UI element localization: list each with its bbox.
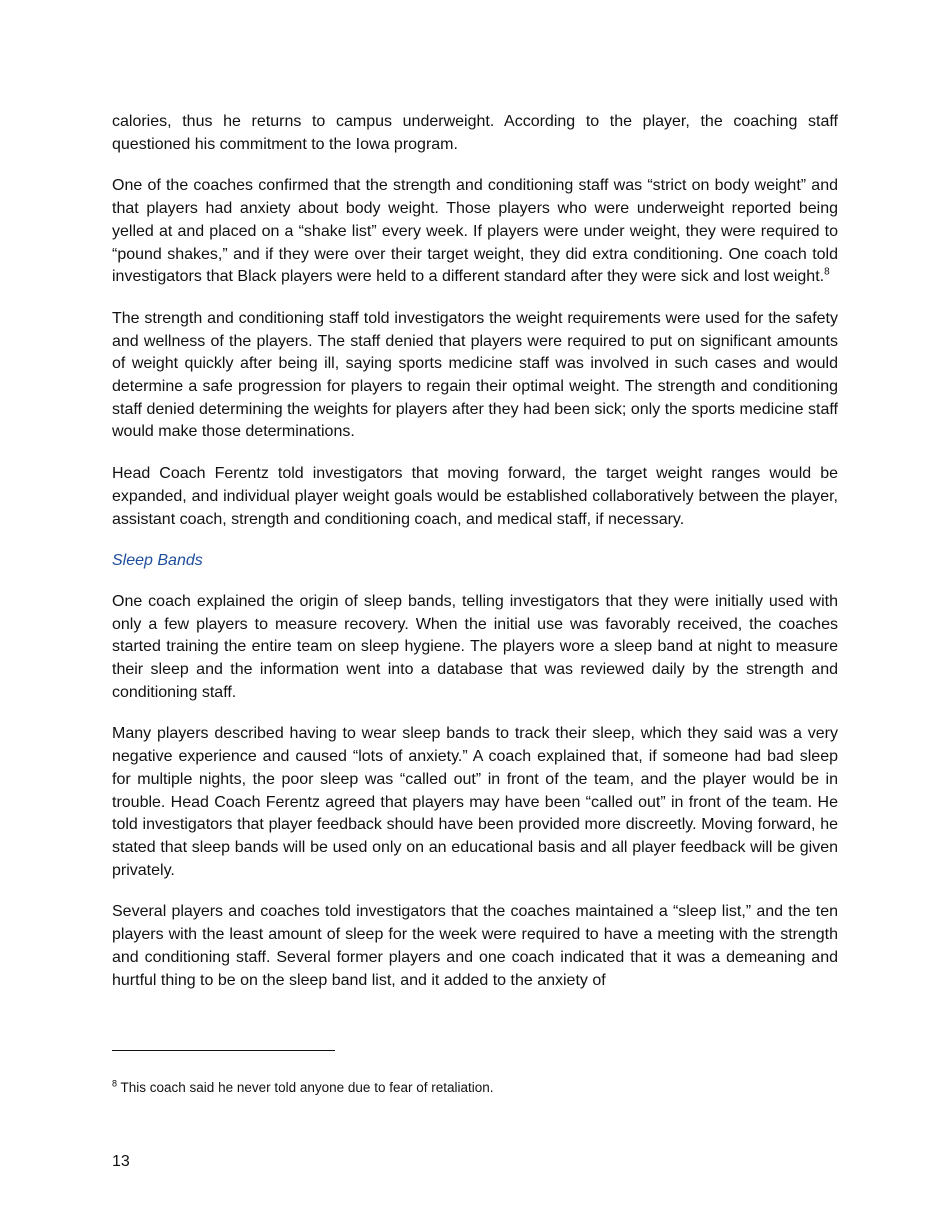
- document-body: [112, 111, 838, 1011]
- footnote-text: This coach said he never told anyone due to fear of retaliation.: [117, 1080, 494, 1095]
- footnote-number: 8: [112, 1078, 118, 1089]
- paragraph-1: calories, thus he returns to campus underweight. According to the player, the coaching staff questioned his commitment to the Iowa program.: [112, 113, 838, 153]
- paragraph-7: Several players and coaches told investigators that the coaches maintained a “sleep list,” and the ten players with the least amount of sleep for the week were required to have a meeting with the strength and conditioning staff. Several former players and one coach indicated that it was a demeaning and hurtful thing to be on the sleep band list, and it added to the anxiety of: [112, 903, 838, 989]
- paragraph-3: The strength and conditioning staff told investigators the weight requirements were used for the safety and wellness of the players. The staff denied that players were required to put on significant amounts of weight quickly after being ill, saying sports medicine staff was involved in such cases and would determine a safe progression for players to regain their optimal weight. The strength and conditioning staff denied determining the weights for players after they had been sick; only the sports medicine staff would make those determinations.: [112, 309, 838, 441]
- footnote-separator: [112, 1050, 335, 1051]
- paragraph-6: Many players described having to wear sleep bands to track their sleep, which they said was a very negative experience and caused “lots of anxiety.” A coach explained that, if someone had bad sleep for multiple nights, the poor sleep was “called out” in front of the team, and the player would be in trouble. Head Coach Ferentz agreed that players may have been “called out” in front of the team. He told investigators that player feedback should have been provided more discreetly. Moving forward, he stated that sleep bands will be used only on an educational basis and all player feedback will be given privately.: [112, 725, 838, 879]
- paragraph-4: Head Coach Ferentz told investigators that moving forward, the target weight ranges would be expanded, and individual player weight goals would be established collaboratively between the player, assistant coach, strength and conditioning coach, and medical staff, if necessary.: [112, 465, 838, 528]
- paragraph-2-text: One of the coaches confirmed that the strength and conditioning staff was “strict on body weight” and that players had anxiety about body weight. Those players who were underweight reported being yelled at and placed on a “shake list” every week. If players were under weight, they were required to “pound shakes,” and if they were over their target weight, they did extra conditioning. One coach told investigators that Black players were held to a different standard after they were sick and lost weight.: [112, 177, 838, 286]
- paragraph-5: One coach explained the origin of sleep bands, telling investigators that they were initially used with only a few players to measure recovery. When the initial use was favorably received, the coaches started training the entire team on sleep hygiene. The players wore a sleep band at night to measure their sleep and the information went into a database that was reviewed daily by the strength and conditioning staff.: [112, 592, 838, 701]
- footnote-reference-8: 8: [824, 266, 830, 278]
- footnote: [112, 1079, 494, 1097]
- page-number: 13: [112, 1153, 130, 1170]
- section-heading-sleep-bands: Sleep Bands: [112, 552, 203, 570]
- paragraph-2: [112, 175, 838, 289]
